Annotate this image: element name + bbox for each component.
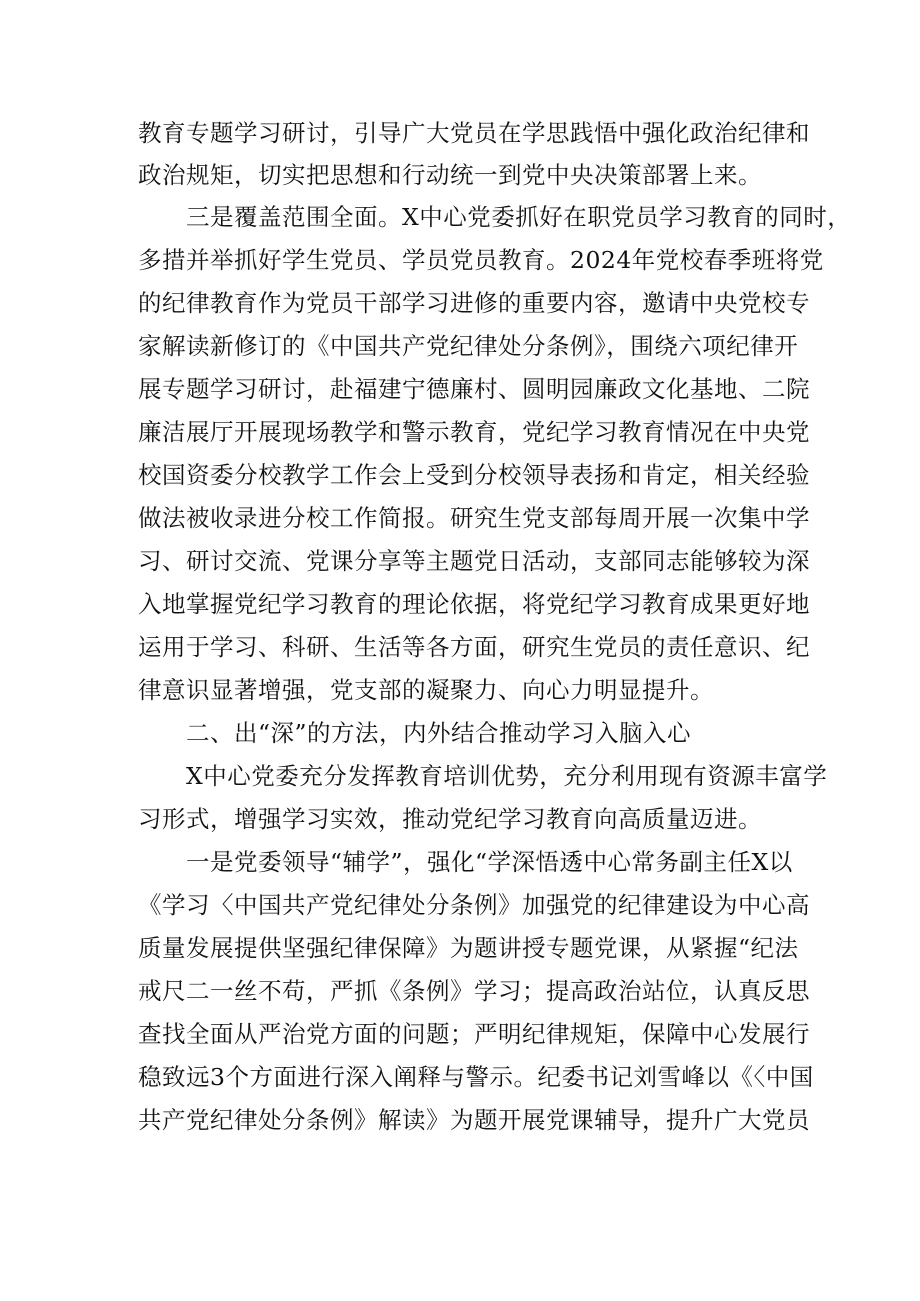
text-line: 运用于学习、科研、生活等各方面，研究生党员的责任意识、纪 (138, 633, 810, 661)
text-line: 家解读新修订的《中国共产党纪律处分条例》，围绕六项纪律开 (138, 332, 799, 360)
text-line: 质量发展提供坚强纪律保障》为题讲授专题党课，从紧握“纪法 (138, 934, 799, 962)
text-line: 稳致远3个方面进行深入阐释与警示。纪委书记刘雪峰以《〈中国 (138, 1063, 814, 1091)
section-heading: 二、出“深”的方法，内外结合推动学习入脑入心 (186, 719, 692, 747)
text-line: 律意识显著增强，党支部的凝聚力、向心力明显提升。 (138, 676, 714, 704)
text-line: 习形式，增强学习实效，推动党纪学习教育向高质量迈进。 (138, 805, 762, 833)
text-line: 廉洁展厅开展现场教学和警示教育，党纪学习教育情况在中央党 (138, 418, 810, 446)
text-line: 政治规矩，切实把思想和行动统一到党中央决策部署上来。 (138, 161, 762, 189)
text-line: 戒尺二一丝不苟，严抓《条例》学习；提高政治站位，认真反思 (138, 977, 810, 1005)
text-line: 《学习〈中国共产党纪律处分条例》加强党的纪律建设为中心高 (138, 891, 810, 919)
text-line: 查找全面从严治党方面的问题；严明纪律规矩，保障中心发展行 (138, 1020, 810, 1048)
paragraph-start-line: 三是覆盖范围全面。X中心党委抓好在职党员学习教育的同时， (186, 203, 852, 231)
text-line: 的纪律教育作为党员干部学习进修的重要内容，邀请中央党校专 (138, 289, 810, 317)
text-line: 习、研讨交流、党课分享等主题党日活动，支部同志能够较为深 (138, 547, 810, 575)
text-line: 做法被收录进分校工作简报。研究生党支部每周开展一次集中学 (138, 504, 810, 532)
text-line: 共产党纪律处分条例》解读》为题开展党课辅导，提升广大党员 (138, 1106, 810, 1134)
paragraph-start-line: X中心党委充分发挥教育培训优势，充分利用现有资源丰富学 (186, 762, 828, 790)
text-line: 展专题学习研讨，赴福建宁德廉村、圆明园廉政文化基地、二院 (138, 375, 810, 403)
text-line: 校国资委分校教学工作会上受到分校领导表扬和肯定，相关经验 (138, 461, 810, 489)
text-line: 多措并举抓好学生党员、学员党员教育。2024年党校春季班将党 (138, 246, 824, 274)
paragraph-start-line: 一是党委领导“辅学”，强化“学深悟透中心常务副主任X以 (186, 848, 793, 876)
text-line: 入地掌握党纪学习教育的理论依据，将党纪学习教育成果更好地 (138, 590, 810, 618)
text-line: 教育专题学习研讨，引导广大党员在学思践悟中强化政治纪律和 (138, 119, 810, 147)
